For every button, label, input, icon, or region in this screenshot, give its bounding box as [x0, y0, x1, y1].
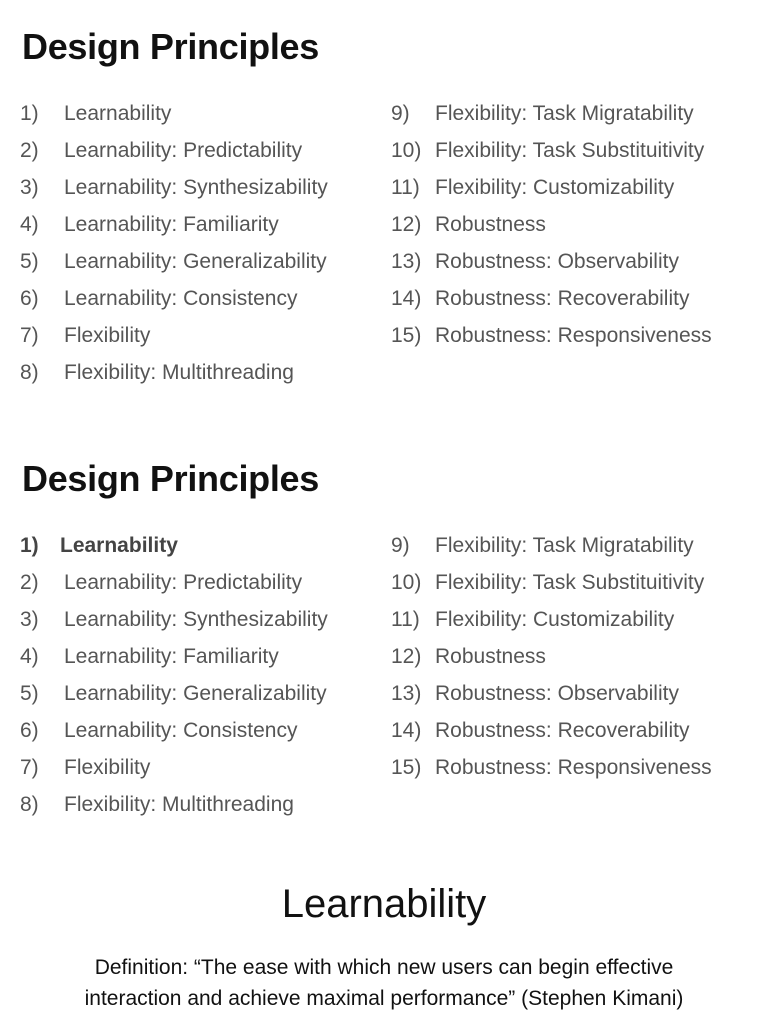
list-item — [20, 786, 328, 823]
slide-design-principles-1 — [0, 0, 768, 420]
item-label: Learnability: Generalizability — [64, 250, 327, 273]
item-label: Learnability — [64, 102, 172, 126]
item-label: Robustness: Observability — [435, 250, 679, 273]
list-item — [20, 712, 328, 749]
list-item — [391, 280, 712, 317]
item-label: Flexibility: Multithreading — [64, 360, 294, 384]
list-item — [20, 639, 328, 676]
item-label: Flexibility: Multithreading — [64, 792, 294, 816]
item-number: 11) — [391, 608, 420, 632]
list-item — [391, 207, 712, 244]
item-number: 4) — [20, 213, 39, 237]
item-number: 15) — [391, 755, 422, 779]
item-label: Flexibility: Customizability — [435, 176, 675, 200]
item-label: Learnability: Familiarity — [64, 213, 279, 237]
item-number: 4) — [20, 645, 39, 669]
item-label: Robustness: Responsiveness — [435, 323, 712, 347]
principles-list-left — [20, 96, 328, 391]
definition-line: Definition: “The ease with which new users can begin effective — [94, 956, 674, 979]
item-number: 14) — [391, 718, 422, 742]
list-item — [391, 639, 712, 676]
list-item — [20, 749, 328, 786]
list-item — [391, 96, 712, 133]
item-number: 6) — [20, 286, 39, 310]
slide-learnability-definition — [0, 868, 768, 1024]
list-item — [20, 565, 328, 602]
list-item — [20, 96, 328, 133]
item-label: Flexibility: Task Substituitivity — [435, 139, 705, 163]
item-number: 9) — [391, 102, 410, 126]
item-label: Learnability: Synthesizability — [64, 608, 328, 632]
item-label: Robustness: Recoverability — [435, 718, 690, 742]
item-label: Robustness: Responsiveness — [435, 755, 712, 779]
item-label: Learnability: Generalizability — [64, 682, 327, 705]
list-item — [391, 244, 712, 281]
item-number: 8) — [20, 360, 39, 384]
list-item — [391, 317, 712, 354]
item-label: Robustness: Observability — [435, 682, 679, 705]
list-item — [20, 676, 328, 713]
item-number: 10) — [391, 571, 422, 595]
item-label: Learnability: Synthesizability — [64, 176, 328, 200]
principles-list-left — [20, 528, 328, 823]
item-number: 12) — [391, 645, 422, 669]
item-number: 13) — [391, 250, 422, 273]
item-number: 2) — [20, 139, 39, 163]
item-label: Learnability: Consistency — [64, 718, 298, 742]
item-number: 3) — [20, 176, 39, 200]
list-item — [391, 676, 712, 713]
item-label: Learnability: Familiarity — [64, 645, 279, 669]
list-item — [20, 207, 328, 244]
item-number: 9) — [391, 534, 410, 558]
item-label: Robustness — [435, 645, 546, 669]
item-number: 14) — [391, 286, 422, 310]
principles-list-right — [391, 96, 712, 354]
list-item — [391, 133, 712, 170]
principles-list-right — [391, 528, 712, 786]
item-number: 6) — [20, 718, 39, 742]
item-number: 2) — [20, 571, 39, 595]
slide-title: Design Principles — [22, 26, 319, 67]
item-number: 10) — [391, 139, 422, 163]
list-item-highlighted — [20, 528, 328, 565]
item-number: 11) — [391, 176, 420, 200]
item-label: Learnability: Consistency — [64, 286, 298, 310]
item-number: 8) — [20, 792, 39, 816]
list-item — [20, 170, 328, 207]
item-number: 13) — [391, 682, 422, 705]
slide-title: Design Principles — [22, 458, 319, 499]
item-number: 1) — [20, 534, 39, 558]
definition-line: interaction and achieve maximal performance” (Stephen Kimani) — [84, 987, 684, 1010]
list-item — [391, 528, 712, 565]
item-label: Robustness: Recoverability — [435, 286, 690, 310]
item-label: Flexibility: Task Substituitivity — [435, 571, 705, 595]
list-item — [20, 602, 328, 639]
item-number: 3) — [20, 608, 39, 632]
item-number: 7) — [20, 323, 39, 347]
item-label: Flexibility — [64, 755, 151, 779]
list-item — [20, 133, 328, 170]
item-number: 7) — [20, 755, 39, 779]
item-label: Learnability: Predictability — [64, 139, 303, 163]
list-item — [391, 602, 712, 639]
item-number: 12) — [391, 213, 422, 237]
slide-design-principles-2 — [0, 432, 768, 852]
list-item — [391, 712, 712, 749]
item-label: Flexibility: Task Migratability — [435, 102, 694, 126]
list-item — [20, 354, 328, 391]
list-item — [391, 565, 712, 602]
item-label: Robustness — [435, 213, 546, 237]
list-item — [20, 244, 328, 281]
item-label: Flexibility: Customizability — [435, 608, 675, 632]
slide-title: Learnability — [281, 882, 487, 926]
item-label: Flexibility — [64, 323, 151, 347]
item-number: 15) — [391, 323, 422, 347]
item-number: 5) — [20, 682, 39, 705]
list-item — [20, 280, 328, 317]
item-label: Learnability: Predictability — [64, 571, 303, 595]
definition-text — [0, 952, 768, 1014]
list-item — [20, 317, 328, 354]
list-item — [391, 170, 712, 207]
list-item — [391, 749, 712, 786]
item-label: Flexibility: Task Migratability — [435, 534, 694, 558]
item-label: Learnability — [60, 534, 178, 558]
item-number: 5) — [20, 250, 39, 273]
item-number: 1) — [20, 102, 39, 126]
